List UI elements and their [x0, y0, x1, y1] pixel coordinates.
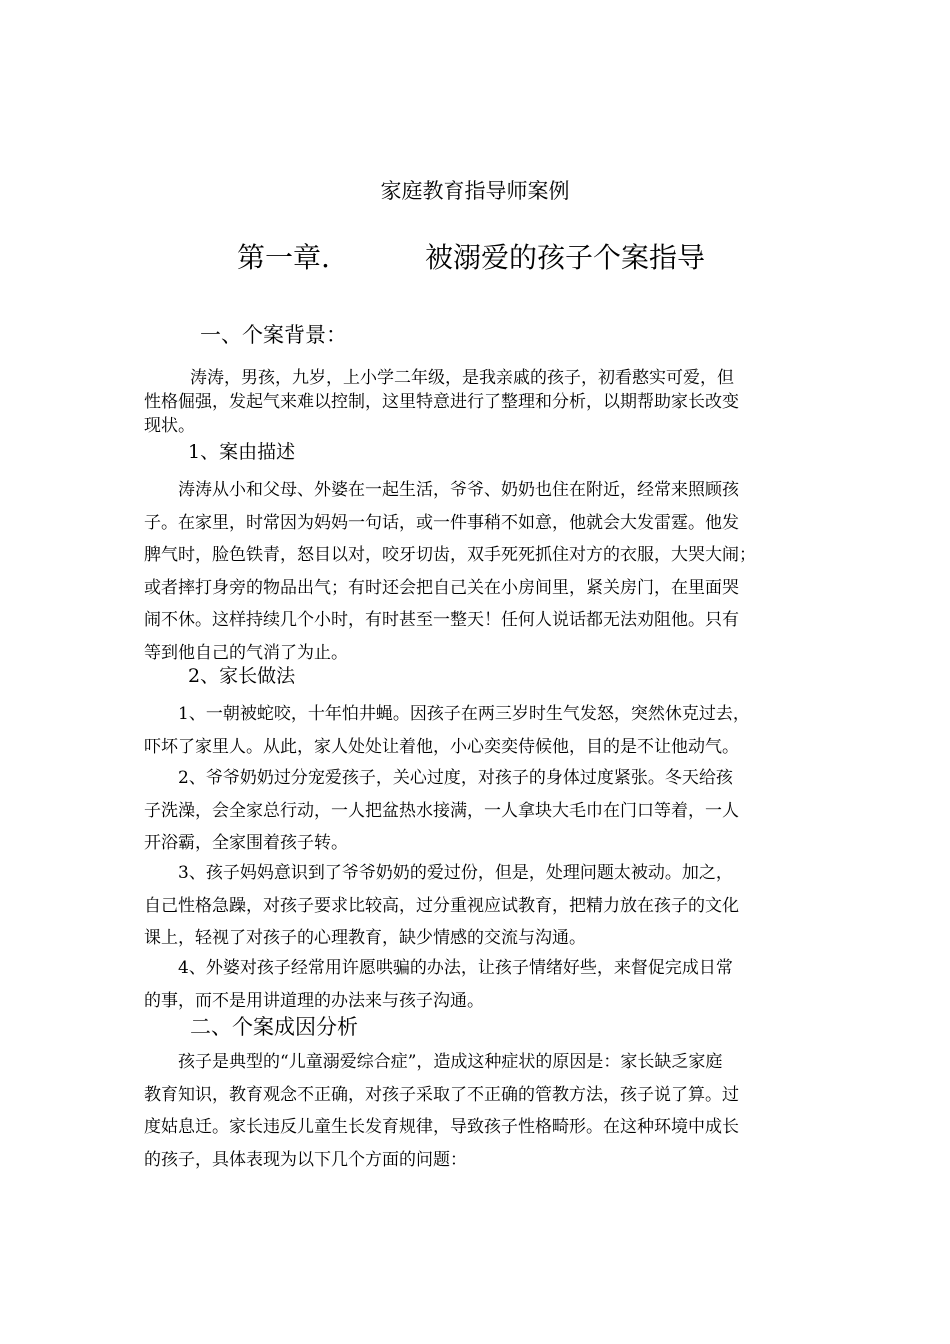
section2-paragraph [144, 1046, 810, 1176]
section2-line: 教育知识，教育观念不正确，对孩子采取了不正确的管教方法，孩子说了算。过 [144, 1084, 739, 1105]
section2-heading: 二、个案成因分析 [190, 1015, 358, 1039]
section2-line: 度姑息迁。家长违反儿童生长发育规律，导致孩子性格畸形。在这种环境中成长 [144, 1117, 739, 1137]
sub2-item-2 [144, 762, 810, 860]
document-title: 家庭教育指导师案例 [380, 179, 570, 203]
sub2-item-1 [144, 698, 810, 763]
section1-heading: 一、个案背景： [200, 323, 347, 347]
sub1-line: 脾气时，脸色铁青，怒目以对，咬牙切齿，双手死死抓住对方的衣服，大哭大闹； [144, 545, 756, 565]
sub1-paragraph [144, 474, 810, 669]
sub1-line: 等到他自己的气消了为止。 [144, 642, 348, 663]
sub1-line: 闹不休。这样持续几个小时，有时甚至一整天！任何人说话都无法劝阻他。只有 [144, 610, 739, 630]
intro-line: 现状。 [144, 416, 195, 436]
intro-line: 性格倔强，发起气来难以控制，这里特意进行了整理和分析，以期帮助家长改变 [144, 392, 739, 412]
sub2-item-line: 课上，轻视了对孩子的心理教育，缺少情感的交流与沟通。 [144, 928, 586, 948]
sub2-item-line: 子洗澡，会全家总行动，一人把盆热水接满，一人拿块大毛巾在门口等着，一人 [144, 800, 739, 821]
section1-intro [144, 366, 810, 438]
sub2-item-line: 吓坏了家里人。从此，家人处处让着他，小心奕奕侍候他，目的是不让他动气。 [144, 736, 739, 757]
sub2-item-line: 开浴霸，全家围着孩子转。 [144, 833, 348, 853]
sub2-item-3 [144, 857, 810, 955]
sub2-heading: 2、家长做法 [188, 665, 296, 687]
section2-line: 的孩子，具体表现为以下几个方面的问题： [144, 1149, 467, 1170]
sub2-item-line: 3、孩子妈妈意识到了爷爷奶奶的爱过份，但是，处理问题太被动。加之， [178, 863, 733, 883]
sub2-item-4 [144, 952, 810, 1017]
intro-line: 涛涛，男孩，九岁，上小学二年级，是我亲戚的孩子，初看憨实可爱，但 [190, 368, 734, 388]
sub2-item-line: 自己性格急躁，对孩子要求比较高，过分重视应试教育，把精力放在孩子的文化 [144, 895, 739, 916]
sub2-item-line: 1、一朝被蛇咬，十年怕井蝇。因孩子在两三岁时生气发怒，突然休克过去， [178, 704, 750, 724]
chapter-name: 被溺爱的孩子个案指导 [425, 241, 706, 274]
chapter-number: 第一章. [237, 241, 330, 274]
sub1-heading: 1、案由描述 [188, 441, 296, 463]
sub1-line: 或者摔打身旁的物品出气；有时还会把自己关在小房间里，紧关房门，在里面哭 [144, 577, 739, 598]
section2-line: 孩子是典型的“儿童溺爱综合症”，造成这种症状的原因是：家长缺乏家庭 [178, 1052, 723, 1072]
sub2-item-line: 4、外婆对孩子经常用许愿哄骗的办法，让孩子情绪好些，来督促完成日常 [178, 958, 733, 978]
sub2-item-line: 的事，而不是用讲道理的办法来与孩子沟通。 [144, 990, 484, 1011]
sub1-line: 涛涛从小和父母、外婆在一起生活，爷爷、奶奶也住在附近，经常来照顾孩 [178, 480, 739, 500]
sub1-line: 子。在家里，时常因为妈妈一句话，或一件事稍不如意，他就会大发雷霆。他发 [144, 512, 739, 533]
sub2-item-line: 2、爷爷奶奶过分宠爱孩子，关心过度，对孩子的身体过度紧张。冬天给孩 [178, 768, 733, 788]
